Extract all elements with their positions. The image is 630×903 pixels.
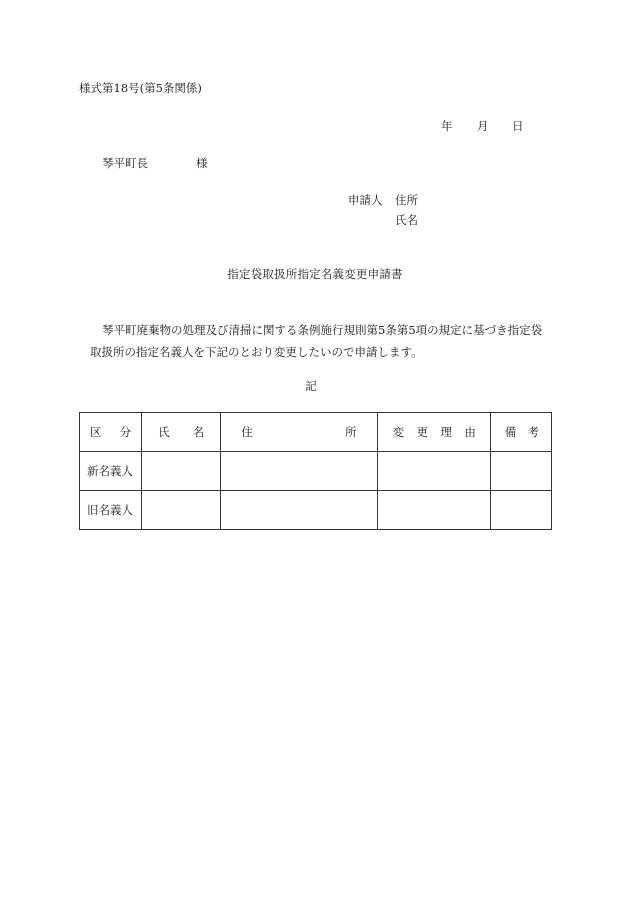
table-header-row	[80, 413, 552, 452]
date-day-label: 日	[512, 119, 524, 133]
new-holder-name-cell[interactable]	[142, 452, 221, 491]
header-address: 住 所	[221, 413, 377, 452]
applicant-address-label: 住所	[395, 193, 418, 207]
old-holder-name-cell[interactable]	[142, 491, 221, 530]
new-holder-reason-cell[interactable]	[377, 452, 490, 491]
body-text-line-2: 取扱所の指定名義人を下記のとおり変更したいので申請します。	[90, 345, 423, 359]
date-month-label: 月	[477, 119, 489, 133]
table-row	[80, 491, 552, 530]
old-holder-remarks-cell[interactable]	[490, 491, 551, 530]
form-number: 様式第18号(第5条関係)	[79, 81, 202, 95]
header-category: 区 分	[80, 413, 142, 452]
applicant-name-label: 氏名	[395, 213, 418, 227]
date-year-label: 年	[441, 119, 453, 133]
new-holder-address-cell[interactable]	[221, 452, 377, 491]
recipient-suffix: 様	[196, 156, 208, 170]
header-remarks: 備 考	[490, 413, 551, 452]
ki-heading: 記	[305, 379, 317, 393]
applicant-label: 申請人	[348, 193, 383, 207]
body-text-line-1: 琴平町廃棄物の処理及び清掃に関する条例施行規則第5条第5項の規定に基づき指定袋	[102, 323, 543, 337]
header-change-reason: 変 更 理 由	[377, 413, 490, 452]
old-holder-address-cell[interactable]	[221, 491, 377, 530]
body-text	[90, 319, 560, 363]
header-name: 氏 名	[142, 413, 221, 452]
table-row	[80, 452, 552, 491]
row-label-old-holder: 旧名義人	[80, 491, 142, 530]
row-label-new-holder: 新名義人	[80, 452, 142, 491]
document-title: 指定袋取扱所指定名義変更申請書	[227, 267, 403, 281]
application-table	[79, 412, 552, 530]
new-holder-remarks-cell[interactable]	[490, 452, 551, 491]
recipient-name: 琴平町長	[102, 156, 148, 170]
old-holder-reason-cell[interactable]	[377, 491, 490, 530]
